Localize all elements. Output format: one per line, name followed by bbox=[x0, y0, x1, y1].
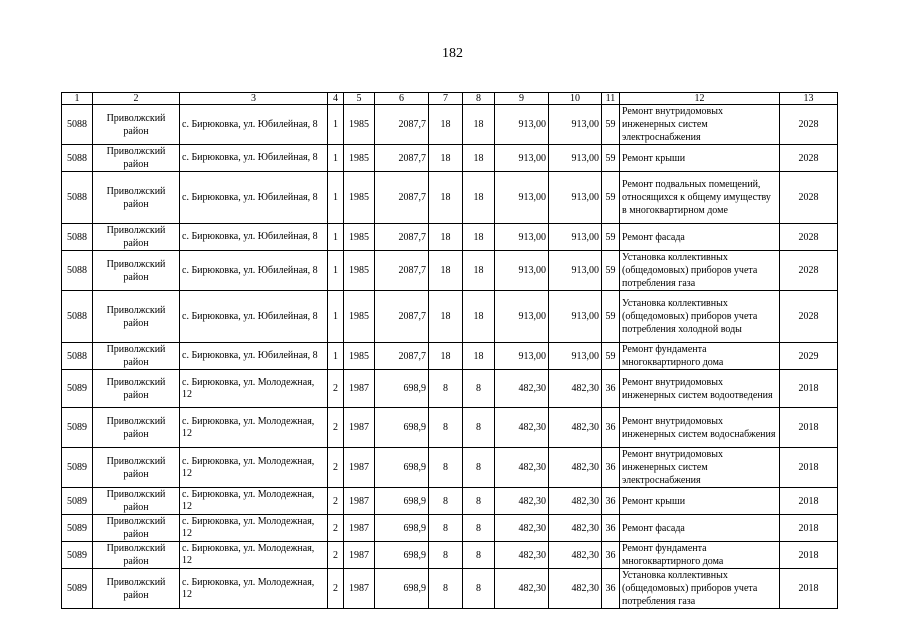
column-header: 12 bbox=[620, 93, 780, 105]
year-built-cell: 1987 bbox=[344, 569, 375, 609]
work-type-cell: Установка коллективных (общедомовых) приборов учета потребления газа bbox=[620, 251, 780, 291]
column-header: 10 bbox=[549, 93, 602, 105]
table-row bbox=[62, 542, 838, 569]
column-header: 2 bbox=[93, 93, 180, 105]
col-11-value-cell: 59 bbox=[602, 251, 620, 291]
column-header: 11 bbox=[602, 93, 620, 105]
col-11-value-cell: 36 bbox=[602, 408, 620, 448]
col-11-value-cell: 36 bbox=[602, 448, 620, 488]
object-number-cell: 1 bbox=[328, 105, 344, 145]
address-cell: с. Бирюковка, ул. Молодежная, 12 bbox=[180, 370, 328, 408]
col-7-value-cell: 8 bbox=[429, 569, 463, 609]
planned-year-cell: 2018 bbox=[780, 515, 838, 542]
table-row bbox=[62, 408, 838, 448]
col-8-value-cell: 8 bbox=[463, 569, 495, 609]
district-cell: Приволжский район bbox=[93, 448, 180, 488]
object-number-cell: 2 bbox=[328, 515, 344, 542]
total-area-cell: 2087,7 bbox=[375, 105, 429, 145]
house-id-cell: 5089 bbox=[62, 488, 93, 515]
planned-year-cell: 2028 bbox=[780, 105, 838, 145]
col-7-value-cell: 18 bbox=[429, 343, 463, 370]
col-7-value-cell: 18 bbox=[429, 251, 463, 291]
year-built-cell: 1987 bbox=[344, 448, 375, 488]
col-10-value-cell: 913,00 bbox=[549, 343, 602, 370]
house-id-cell: 5088 bbox=[62, 343, 93, 370]
total-area-cell: 698,9 bbox=[375, 448, 429, 488]
house-id-cell: 5088 bbox=[62, 145, 93, 172]
address-cell: с. Бирюковка, ул. Молодежная, 12 bbox=[180, 448, 328, 488]
object-number-cell: 2 bbox=[328, 488, 344, 515]
work-type-cell: Установка коллективных (общедомовых) приборов учета потребления холодной воды bbox=[620, 291, 780, 343]
col-8-value-cell: 18 bbox=[463, 343, 495, 370]
house-id-cell: 5089 bbox=[62, 542, 93, 569]
col-9-value-cell: 482,30 bbox=[495, 408, 549, 448]
col-8-value-cell: 8 bbox=[463, 488, 495, 515]
col-10-value-cell: 482,30 bbox=[549, 542, 602, 569]
address-cell: с. Бирюковка, ул. Юбилейная, 8 bbox=[180, 105, 328, 145]
table-row bbox=[62, 488, 838, 515]
column-header: 7 bbox=[429, 93, 463, 105]
planned-year-cell: 2029 bbox=[780, 343, 838, 370]
address-cell: с. Бирюковка, ул. Юбилейная, 8 bbox=[180, 291, 328, 343]
total-area-cell: 2087,7 bbox=[375, 251, 429, 291]
object-number-cell: 2 bbox=[328, 408, 344, 448]
table-row bbox=[62, 291, 838, 343]
planned-year-cell: 2028 bbox=[780, 251, 838, 291]
total-area-cell: 698,9 bbox=[375, 488, 429, 515]
total-area-cell: 2087,7 bbox=[375, 343, 429, 370]
district-cell: Приволжский район bbox=[93, 172, 180, 224]
address-cell: с. Бирюковка, ул. Молодежная, 12 bbox=[180, 515, 328, 542]
year-built-cell: 1987 bbox=[344, 542, 375, 569]
year-built-cell: 1985 bbox=[344, 251, 375, 291]
col-7-value-cell: 18 bbox=[429, 224, 463, 251]
col-8-value-cell: 18 bbox=[463, 224, 495, 251]
col-9-value-cell: 482,30 bbox=[495, 542, 549, 569]
column-number-row bbox=[62, 93, 838, 105]
table-row bbox=[62, 172, 838, 224]
district-cell: Приволжский район bbox=[93, 488, 180, 515]
col-9-value-cell: 913,00 bbox=[495, 172, 549, 224]
table-row bbox=[62, 448, 838, 488]
object-number-cell: 2 bbox=[328, 448, 344, 488]
col-9-value-cell: 913,00 bbox=[495, 291, 549, 343]
work-type-cell: Ремонт внутридомовых инженерных систем электроснабжения bbox=[620, 105, 780, 145]
column-header: 13 bbox=[780, 93, 838, 105]
col-9-value-cell: 482,30 bbox=[495, 488, 549, 515]
repair-program-table bbox=[61, 92, 838, 609]
col-7-value-cell: 8 bbox=[429, 448, 463, 488]
column-header: 3 bbox=[180, 93, 328, 105]
year-built-cell: 1987 bbox=[344, 488, 375, 515]
object-number-cell: 1 bbox=[328, 343, 344, 370]
page-number: 182 bbox=[442, 46, 463, 61]
house-id-cell: 5089 bbox=[62, 370, 93, 408]
col-7-value-cell: 18 bbox=[429, 145, 463, 172]
house-id-cell: 5088 bbox=[62, 172, 93, 224]
col-10-value-cell: 913,00 bbox=[549, 291, 602, 343]
table-row bbox=[62, 251, 838, 291]
table-row bbox=[62, 224, 838, 251]
total-area-cell: 698,9 bbox=[375, 408, 429, 448]
col-7-value-cell: 8 bbox=[429, 488, 463, 515]
col-11-value-cell: 59 bbox=[602, 291, 620, 343]
col-8-value-cell: 18 bbox=[463, 145, 495, 172]
address-cell: с. Бирюковка, ул. Молодежная, 12 bbox=[180, 542, 328, 569]
planned-year-cell: 2028 bbox=[780, 172, 838, 224]
district-cell: Приволжский район bbox=[93, 145, 180, 172]
col-11-value-cell: 59 bbox=[602, 172, 620, 224]
col-8-value-cell: 8 bbox=[463, 370, 495, 408]
planned-year-cell: 2018 bbox=[780, 542, 838, 569]
total-area-cell: 2087,7 bbox=[375, 172, 429, 224]
work-type-cell: Ремонт крыши bbox=[620, 145, 780, 172]
year-built-cell: 1985 bbox=[344, 105, 375, 145]
house-id-cell: 5089 bbox=[62, 448, 93, 488]
col-8-value-cell: 18 bbox=[463, 251, 495, 291]
col-11-value-cell: 59 bbox=[602, 224, 620, 251]
house-id-cell: 5089 bbox=[62, 569, 93, 609]
year-built-cell: 1987 bbox=[344, 515, 375, 542]
col-8-value-cell: 8 bbox=[463, 408, 495, 448]
col-9-value-cell: 913,00 bbox=[495, 145, 549, 172]
total-area-cell: 2087,7 bbox=[375, 224, 429, 251]
address-cell: с. Бирюковка, ул. Молодежная, 12 bbox=[180, 569, 328, 609]
work-type-cell: Ремонт внутридомовых инженерных систем водоотведения bbox=[620, 370, 780, 408]
col-10-value-cell: 913,00 bbox=[549, 251, 602, 291]
object-number-cell: 2 bbox=[328, 569, 344, 609]
work-type-cell: Ремонт внутридомовых инженерных систем водоснабжения bbox=[620, 408, 780, 448]
district-cell: Приволжский район bbox=[93, 515, 180, 542]
col-11-value-cell: 59 bbox=[602, 343, 620, 370]
col-9-value-cell: 913,00 bbox=[495, 224, 549, 251]
planned-year-cell: 2018 bbox=[780, 408, 838, 448]
house-id-cell: 5088 bbox=[62, 105, 93, 145]
object-number-cell: 2 bbox=[328, 370, 344, 408]
col-10-value-cell: 482,30 bbox=[549, 515, 602, 542]
col-10-value-cell: 482,30 bbox=[549, 408, 602, 448]
house-id-cell: 5088 bbox=[62, 224, 93, 251]
total-area-cell: 698,9 bbox=[375, 569, 429, 609]
work-type-cell: Ремонт фундамента многоквартирного дома bbox=[620, 343, 780, 370]
col-8-value-cell: 18 bbox=[463, 291, 495, 343]
district-cell: Приволжский район bbox=[93, 343, 180, 370]
col-10-value-cell: 913,00 bbox=[549, 224, 602, 251]
address-cell: с. Бирюковка, ул. Юбилейная, 8 bbox=[180, 145, 328, 172]
district-cell: Приволжский район bbox=[93, 408, 180, 448]
work-type-cell: Ремонт крыши bbox=[620, 488, 780, 515]
district-cell: Приволжский район bbox=[93, 370, 180, 408]
address-cell: с. Бирюковка, ул. Юбилейная, 8 bbox=[180, 343, 328, 370]
object-number-cell: 2 bbox=[328, 542, 344, 569]
col-11-value-cell: 36 bbox=[602, 370, 620, 408]
planned-year-cell: 2018 bbox=[780, 448, 838, 488]
work-type-cell: Установка коллективных (общедомовых) приборов учета потребления газа bbox=[620, 569, 780, 609]
work-type-cell: Ремонт подвальных помещений, относящихся к общему имуществу в многоквартирном доме bbox=[620, 172, 780, 224]
column-header: 6 bbox=[375, 93, 429, 105]
planned-year-cell: 2018 bbox=[780, 569, 838, 609]
col-9-value-cell: 482,30 bbox=[495, 370, 549, 408]
object-number-cell: 1 bbox=[328, 145, 344, 172]
col-7-value-cell: 8 bbox=[429, 370, 463, 408]
col-8-value-cell: 18 bbox=[463, 172, 495, 224]
house-id-cell: 5089 bbox=[62, 408, 93, 448]
planned-year-cell: 2018 bbox=[780, 488, 838, 515]
col-7-value-cell: 8 bbox=[429, 408, 463, 448]
column-header: 9 bbox=[495, 93, 549, 105]
address-cell: с. Бирюковка, ул. Молодежная, 12 bbox=[180, 408, 328, 448]
address-cell: с. Бирюковка, ул. Юбилейная, 8 bbox=[180, 251, 328, 291]
col-9-value-cell: 482,30 bbox=[495, 569, 549, 609]
col-11-value-cell: 36 bbox=[602, 488, 620, 515]
col-11-value-cell: 36 bbox=[602, 542, 620, 569]
work-type-cell: Ремонт фасада bbox=[620, 224, 780, 251]
col-11-value-cell: 36 bbox=[602, 515, 620, 542]
planned-year-cell: 2018 bbox=[780, 370, 838, 408]
table-row bbox=[62, 343, 838, 370]
year-built-cell: 1985 bbox=[344, 145, 375, 172]
district-cell: Приволжский район bbox=[93, 251, 180, 291]
house-id-cell: 5089 bbox=[62, 515, 93, 542]
work-type-cell: Ремонт фундамента многоквартирного дома bbox=[620, 542, 780, 569]
col-9-value-cell: 482,30 bbox=[495, 515, 549, 542]
object-number-cell: 1 bbox=[328, 251, 344, 291]
col-7-value-cell: 18 bbox=[429, 172, 463, 224]
col-8-value-cell: 8 bbox=[463, 515, 495, 542]
house-id-cell: 5088 bbox=[62, 291, 93, 343]
col-9-value-cell: 482,30 bbox=[495, 448, 549, 488]
col-10-value-cell: 482,30 bbox=[549, 370, 602, 408]
district-cell: Приволжский район bbox=[93, 105, 180, 145]
col-8-value-cell: 8 bbox=[463, 448, 495, 488]
col-9-value-cell: 913,00 bbox=[495, 251, 549, 291]
col-11-value-cell: 59 bbox=[602, 105, 620, 145]
col-11-value-cell: 36 bbox=[602, 569, 620, 609]
work-type-cell: Ремонт внутридомовых инженерных систем электроснабжения bbox=[620, 448, 780, 488]
year-built-cell: 1985 bbox=[344, 343, 375, 370]
planned-year-cell: 2028 bbox=[780, 224, 838, 251]
total-area-cell: 698,9 bbox=[375, 542, 429, 569]
column-header: 5 bbox=[344, 93, 375, 105]
col-7-value-cell: 18 bbox=[429, 291, 463, 343]
address-cell: с. Бирюковка, ул. Молодежная, 12 bbox=[180, 488, 328, 515]
object-number-cell: 1 bbox=[328, 291, 344, 343]
column-header: 8 bbox=[463, 93, 495, 105]
col-7-value-cell: 8 bbox=[429, 515, 463, 542]
year-built-cell: 1985 bbox=[344, 224, 375, 251]
year-built-cell: 1985 bbox=[344, 291, 375, 343]
total-area-cell: 2087,7 bbox=[375, 145, 429, 172]
district-cell: Приволжский район bbox=[93, 291, 180, 343]
total-area-cell: 698,9 bbox=[375, 370, 429, 408]
year-built-cell: 1987 bbox=[344, 408, 375, 448]
col-9-value-cell: 913,00 bbox=[495, 105, 549, 145]
col-8-value-cell: 18 bbox=[463, 105, 495, 145]
district-cell: Приволжский район bbox=[93, 542, 180, 569]
total-area-cell: 2087,7 bbox=[375, 291, 429, 343]
house-id-cell: 5088 bbox=[62, 251, 93, 291]
address-cell: с. Бирюковка, ул. Юбилейная, 8 bbox=[180, 172, 328, 224]
planned-year-cell: 2028 bbox=[780, 291, 838, 343]
col-7-value-cell: 18 bbox=[429, 105, 463, 145]
year-built-cell: 1987 bbox=[344, 370, 375, 408]
col-10-value-cell: 482,30 bbox=[549, 488, 602, 515]
district-cell: Приволжский район bbox=[93, 224, 180, 251]
col-11-value-cell: 59 bbox=[602, 145, 620, 172]
table-body bbox=[62, 105, 838, 609]
col-10-value-cell: 913,00 bbox=[549, 145, 602, 172]
year-built-cell: 1985 bbox=[344, 172, 375, 224]
col-10-value-cell: 482,30 bbox=[549, 448, 602, 488]
col-9-value-cell: 913,00 bbox=[495, 343, 549, 370]
col-10-value-cell: 913,00 bbox=[549, 172, 602, 224]
work-type-cell: Ремонт фасада bbox=[620, 515, 780, 542]
column-header: 1 bbox=[62, 93, 93, 105]
object-number-cell: 1 bbox=[328, 224, 344, 251]
col-7-value-cell: 8 bbox=[429, 542, 463, 569]
planned-year-cell: 2028 bbox=[780, 145, 838, 172]
total-area-cell: 698,9 bbox=[375, 515, 429, 542]
object-number-cell: 1 bbox=[328, 172, 344, 224]
column-header: 4 bbox=[328, 93, 344, 105]
table-row bbox=[62, 569, 838, 609]
col-10-value-cell: 482,30 bbox=[549, 569, 602, 609]
table-row bbox=[62, 370, 838, 408]
table-row bbox=[62, 145, 838, 172]
col-10-value-cell: 913,00 bbox=[549, 105, 602, 145]
table-row bbox=[62, 105, 838, 145]
col-8-value-cell: 8 bbox=[463, 542, 495, 569]
table-row bbox=[62, 515, 838, 542]
district-cell: Приволжский район bbox=[93, 569, 180, 609]
address-cell: с. Бирюковка, ул. Юбилейная, 8 bbox=[180, 224, 328, 251]
